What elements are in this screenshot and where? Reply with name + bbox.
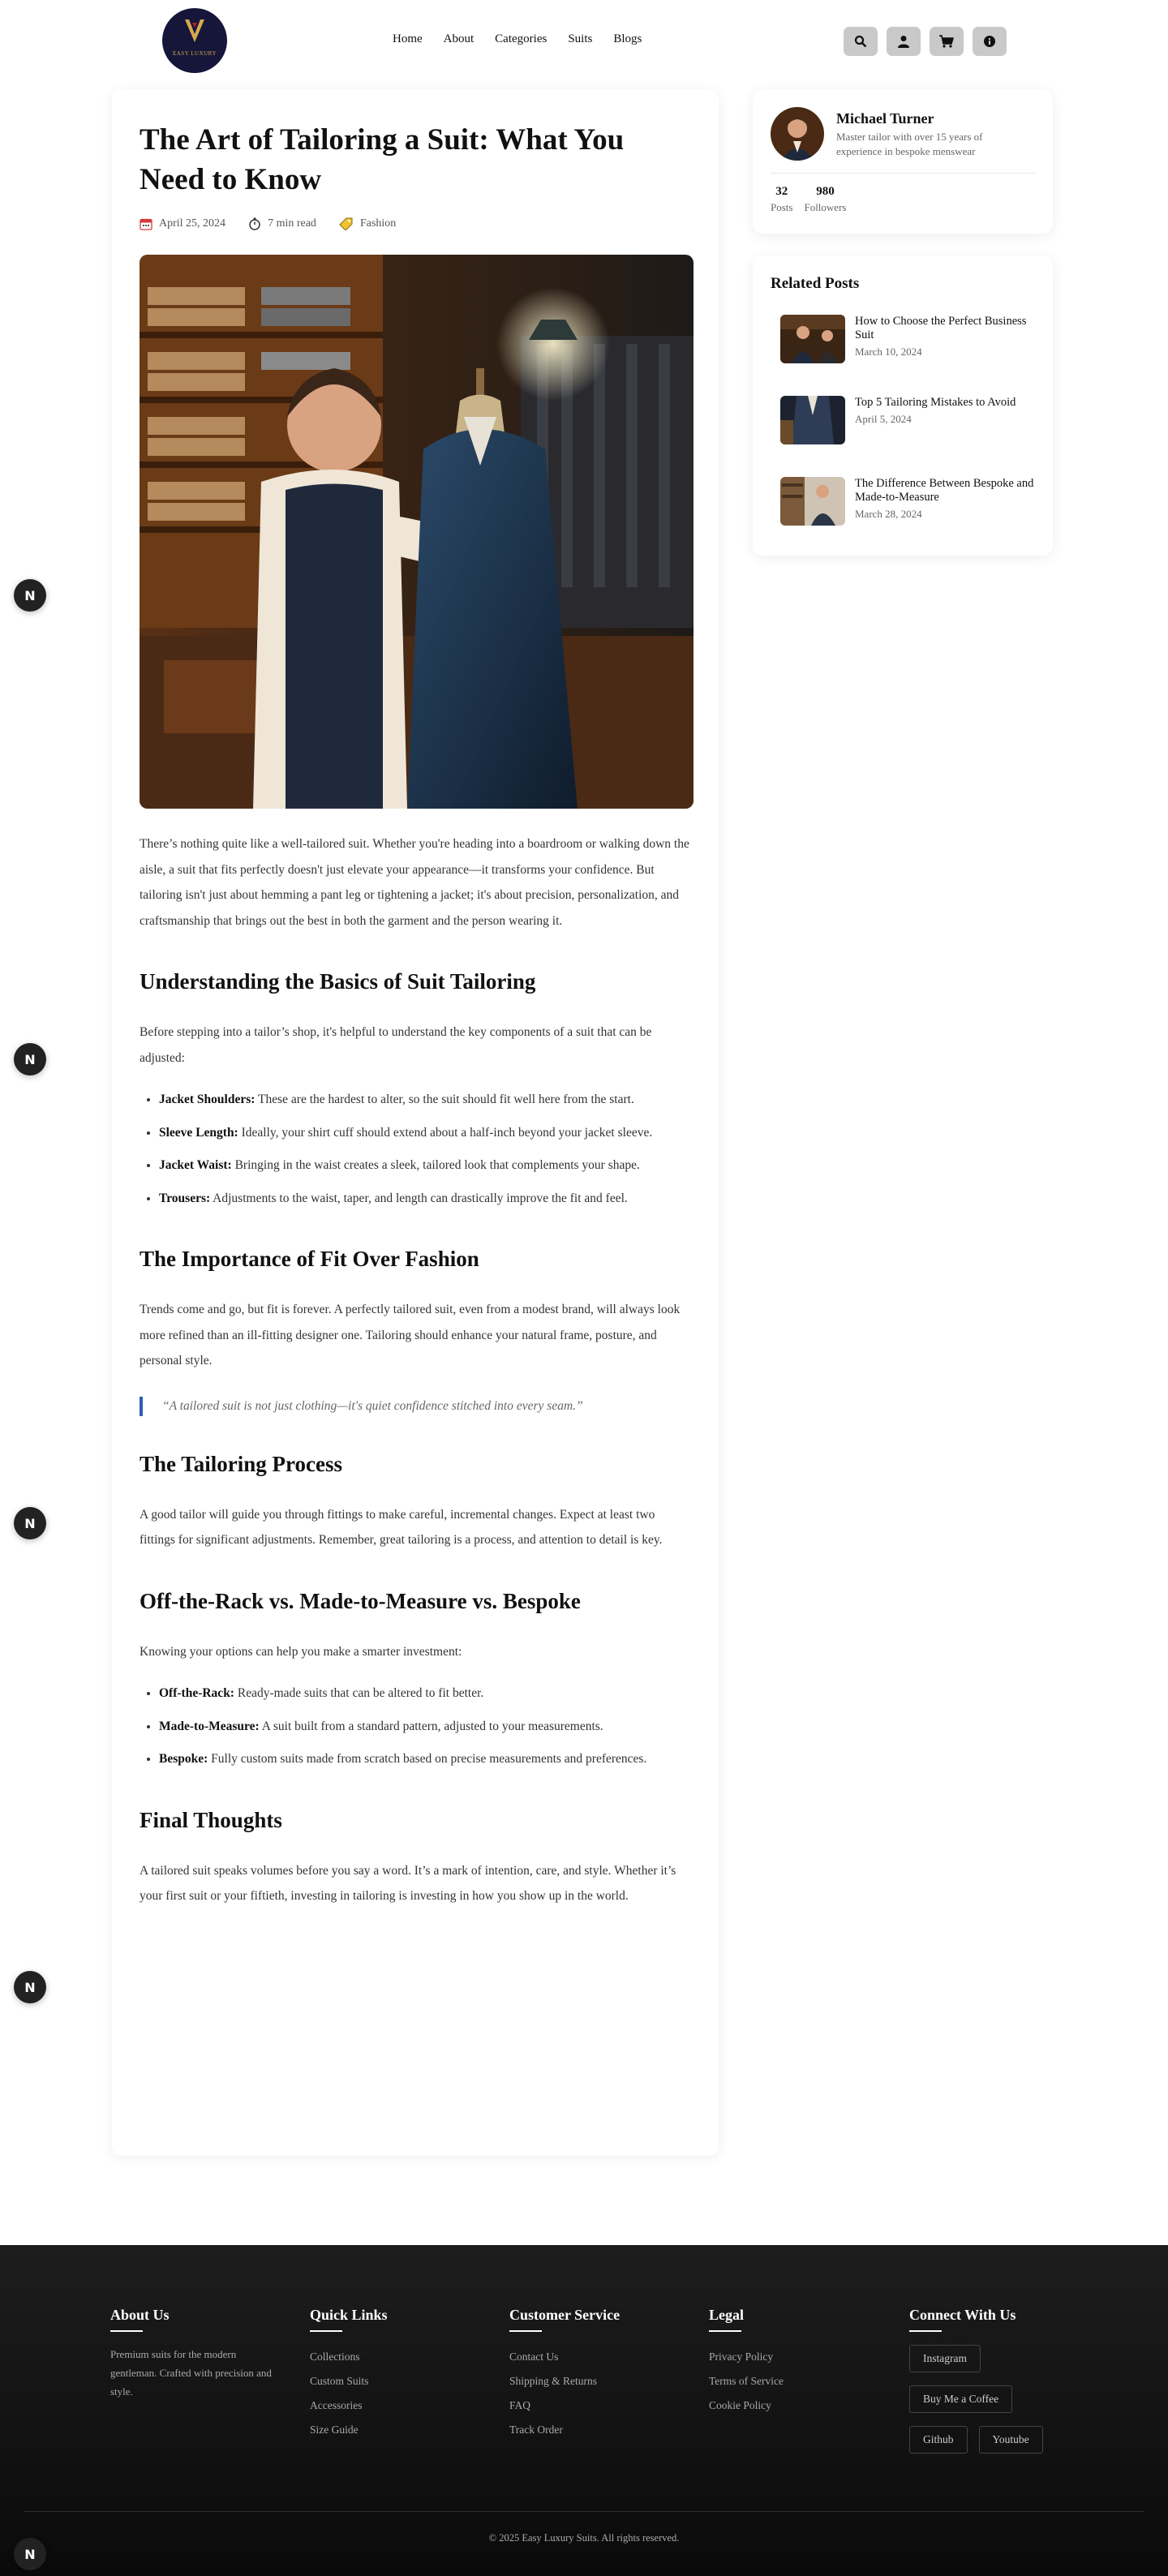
list-item: • Off-the-Rack: Ready-made suits that can be altered to fit better. <box>159 1681 694 1707</box>
nav-suits[interactable]: Suits <box>568 32 593 45</box>
footer-connect <box>909 2307 1088 2467</box>
heading-basics: Understanding the Basics of Suit Tailoring <box>140 969 536 994</box>
divider <box>771 173 1035 174</box>
related-thumb-image <box>780 315 845 363</box>
heading-underline <box>909 2330 942 2332</box>
article-body <box>140 831 694 1909</box>
final-paragraph: A tailored suit speaks volumes before you say a word. It’s a mark of intention, care, and style. Whether it’s your first suit or your fiftieth, investing in tailoring is investing in how you show up in the world. <box>140 1863 676 1903</box>
floating-n-badge[interactable]: N <box>14 2538 46 2570</box>
options-list <box>159 1681 694 1772</box>
tag-icon <box>339 217 354 230</box>
youtube-button[interactable]: Youtube <box>979 2426 1043 2454</box>
footer-heading: Connect With Us <box>909 2307 1016 2323</box>
related-post-date: March 28, 2024 <box>855 508 922 520</box>
nav-categories[interactable]: Categories <box>495 32 548 45</box>
footer-divider <box>24 2511 1144 2512</box>
nav-home[interactable]: Home <box>393 32 423 45</box>
category-text: Fashion <box>359 217 397 230</box>
meta-read-time <box>248 217 316 230</box>
header-actions <box>844 27 1007 56</box>
copyright: © 2025 Easy Luxury Suits. All rights reserved. <box>488 2532 680 2544</box>
followers-stat <box>804 185 846 214</box>
footer-link[interactable]: Collections <box>310 2351 360 2363</box>
fit-paragraph: Trends come and go, but fit is forever. A perfectly tailored suit, even from a modest brand, will always look more refined than an ill-fitting designer one. Tailoring should enhance your natural frame, posture, and personal style. <box>140 1303 681 1367</box>
date-text: April 25, 2024 <box>159 217 226 230</box>
footer-link[interactable]: Terms of Service <box>709 2375 784 2387</box>
hero-image <box>140 255 694 809</box>
posts-count: 32 <box>775 185 788 198</box>
related-post-date: March 10, 2024 <box>855 346 922 358</box>
basics-list <box>159 1087 694 1211</box>
list-item: • Jacket Waist: Bringing in the waist creates a sleek, tailored look that complements your shape. <box>159 1153 694 1179</box>
main-nav <box>393 32 642 46</box>
author-photo <box>771 107 824 161</box>
list-item: • Trousers: Adjustments to the waist, taper, and length can drastically improve the fit and feel. <box>159 1186 694 1212</box>
author-stats <box>771 185 846 214</box>
list-item: • Jacket Shoulders: These are the hardest to alter, so the suit should fit well here from the start. <box>159 1087 694 1113</box>
related-post-title[interactable]: How to Choose the Perfect Business Suit <box>855 315 1027 341</box>
brand-logo[interactable] <box>162 8 227 73</box>
related-post-item[interactable] <box>780 315 1040 363</box>
site-header <box>0 0 1168 83</box>
heading-process: The Tailoring Process <box>140 1451 343 1476</box>
blockquote: “A tailored suit is not just clothing—it's quiet confidence stitched into every seam.” <box>140 1397 694 1416</box>
heading-final: Final Thoughts <box>140 1807 282 1832</box>
avatar[interactable] <box>771 107 824 161</box>
nav-blogs[interactable]: Blogs <box>613 32 642 45</box>
logo-text: EASY LUXURY <box>172 50 217 57</box>
heading-underline <box>509 2330 542 2332</box>
heading-underline <box>310 2330 342 2332</box>
info-icon <box>983 35 996 48</box>
instagram-button[interactable]: Instagram <box>909 2345 981 2372</box>
search-icon <box>854 35 867 48</box>
footer-heading: Quick Links <box>310 2307 388 2323</box>
basics-paragraph: Before stepping into a tailor’s shop, it's helpful to understand the key components of a suit that can be adjusted: <box>140 1025 652 1065</box>
related-thumbnail <box>780 477 845 526</box>
footer-customer-service <box>509 2307 620 2442</box>
related-posts-title: Related Posts <box>771 275 860 292</box>
heading-options: Off-the-Rack vs. Made-to-Measure vs. Bespoke <box>140 1588 581 1613</box>
author-card <box>753 89 1053 234</box>
footer-heading: About Us <box>110 2307 170 2323</box>
footer-quick-links <box>310 2307 388 2442</box>
related-thumb-image <box>780 396 845 444</box>
footer-heading: Customer Service <box>509 2307 620 2323</box>
heading-underline <box>110 2330 143 2332</box>
list-item: • Sleeve Length: Ideally, your shirt cuff should extend about a half-inch beyond your jacket sleeve. <box>159 1120 694 1146</box>
calendar-icon <box>140 217 152 230</box>
footer-link[interactable]: FAQ <box>509 2399 531 2411</box>
cart-icon <box>939 35 954 48</box>
account-button[interactable] <box>887 27 921 56</box>
user-icon <box>897 35 910 48</box>
site-footer <box>0 2245 1168 2576</box>
cart-button[interactable] <box>930 27 964 56</box>
followers-label: Followers <box>804 201 847 213</box>
posts-label: Posts <box>771 201 793 213</box>
stopwatch-icon <box>248 217 261 230</box>
logo-mark-icon <box>183 18 206 45</box>
tailor-photo <box>140 255 694 809</box>
floating-n-badge[interactable]: N <box>14 1043 46 1075</box>
author-name[interactable]: Michael Turner <box>836 110 934 127</box>
footer-link[interactable]: Contact Us <box>509 2351 559 2363</box>
related-post-title[interactable]: Top 5 Tailoring Mistakes to Avoid <box>855 396 1016 409</box>
footer-legal <box>709 2307 784 2418</box>
nav-about[interactable]: About <box>443 32 474 45</box>
floating-n-badge[interactable]: N <box>14 1507 46 1539</box>
list-item: • Made-to-Measure: A suit built from a standard pattern, adjusted to your measurements. <box>159 1714 694 1740</box>
related-post-title[interactable]: The Difference Between Bespoke and Made-to-Measure <box>855 477 1034 504</box>
read-time-text: 7 min read <box>268 217 316 230</box>
footer-link[interactable]: Custom Suits <box>310 2375 369 2387</box>
floating-n-badge[interactable]: N <box>14 579 46 612</box>
footer-heading: Legal <box>709 2307 744 2323</box>
options-paragraph: Knowing your options can help you make a smarter investment: <box>140 1644 462 1659</box>
buy-me-a-coffee-button[interactable]: Buy Me a Coffee <box>909 2385 1012 2413</box>
footer-link[interactable]: Accessories <box>310 2399 363 2411</box>
heading-fit: The Importance of Fit Over Fashion <box>140 1247 479 1271</box>
footer-about <box>110 2307 273 2401</box>
related-post-date: April 5, 2024 <box>855 413 912 425</box>
list-item: • Bespoke: Fully custom suits made from scratch based on precise measurements and preferences. <box>159 1746 694 1772</box>
meta-category[interactable] <box>339 217 396 230</box>
about-text: Premium suits for the modern gentleman. Crafted with precision and style. <box>110 2348 272 2398</box>
related-thumbnail <box>780 396 845 444</box>
footer-link[interactable]: Privacy Policy <box>709 2351 774 2363</box>
article-title: The Art of Tailoring a Suit: What You Need to Know <box>140 123 625 196</box>
process-paragraph: A good tailor will guide you through fittings to make careful, incremental changes. Expect at least two fittings for significant adjustments. Remember, great tailoring is a process, and attention to detail is key. <box>140 1507 663 1547</box>
related-thumbnail <box>780 315 845 363</box>
footer-link[interactable]: Track Order <box>509 2424 563 2436</box>
author-bio: Master tailor with over 15 years of experience in bespoke menswear <box>836 131 983 157</box>
article-card <box>112 89 719 2156</box>
footer-link[interactable]: Shipping & Returns <box>509 2375 598 2387</box>
footer-link[interactable]: Cookie Policy <box>709 2399 771 2411</box>
related-thumb-image <box>780 477 845 526</box>
followers-count: 980 <box>816 185 835 198</box>
related-post-item[interactable] <box>780 477 1040 526</box>
footer-link[interactable]: Size Guide <box>310 2424 359 2436</box>
info-button[interactable] <box>973 27 1007 56</box>
meta-date <box>140 217 225 230</box>
posts-stat <box>771 185 792 214</box>
search-button[interactable] <box>844 27 878 56</box>
heading-underline <box>709 2330 741 2332</box>
floating-n-badge[interactable]: N <box>14 1971 46 2003</box>
github-button[interactable]: Github <box>909 2426 968 2454</box>
related-post-item[interactable] <box>780 396 1040 444</box>
article-meta <box>140 217 691 230</box>
intro-paragraph: There’s nothing quite like a well-tailored suit. Whether you're heading into a boardroom or walking down the aisle, a suit that fits perfectly doesn't just elevate your appearance—it transforms your confidence. But tailoring isn't just about hemming a pant leg or tightening a jacket; it's about precision, personalization, and craftsmanship that brings out the best in both the garment and the person wearing it. <box>140 837 689 928</box>
